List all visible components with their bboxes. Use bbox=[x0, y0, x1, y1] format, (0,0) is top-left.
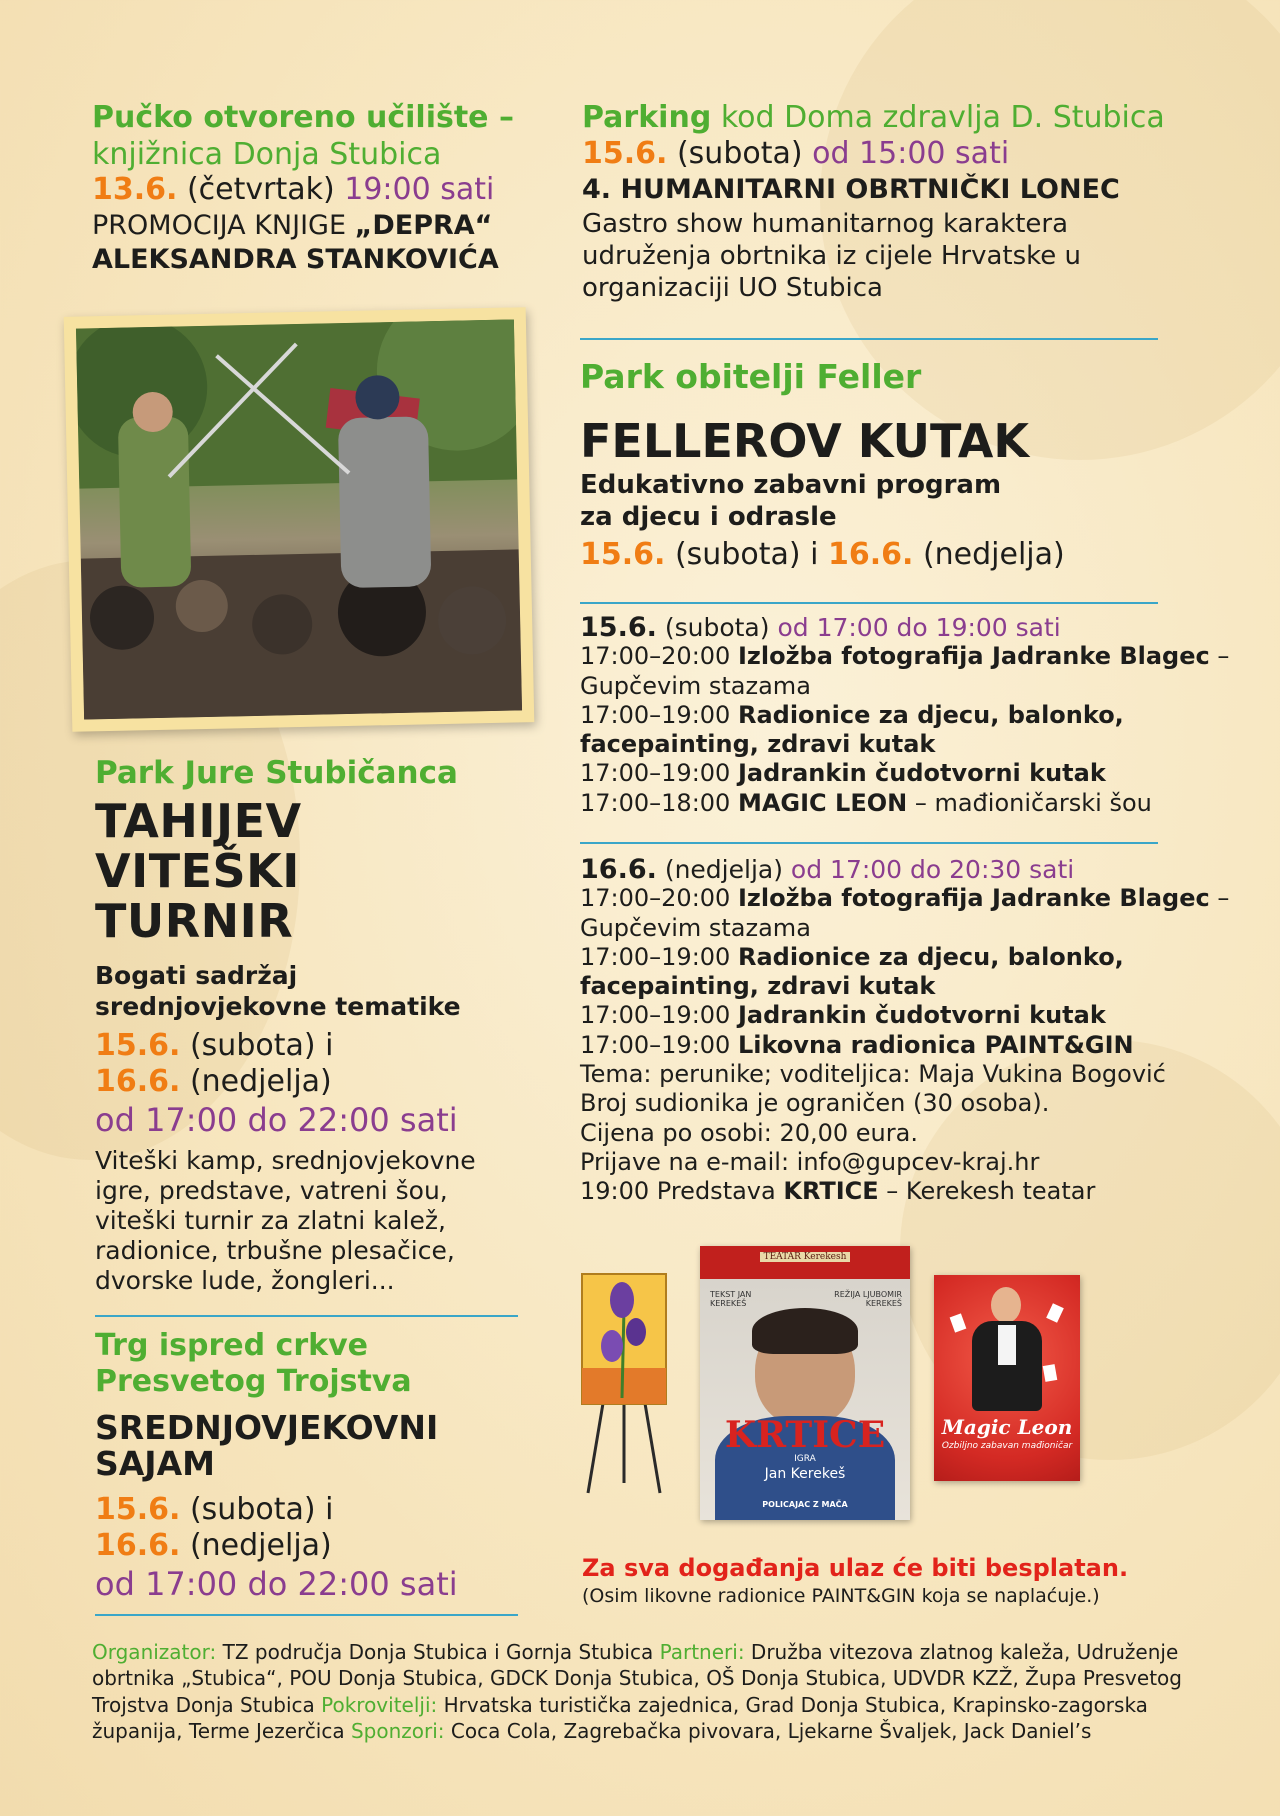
book-title: „DEPRA“ bbox=[354, 210, 493, 241]
fair-time: od 17:00 do 22:00 sati bbox=[95, 1565, 458, 1603]
schedule-item bbox=[580, 972, 1240, 1001]
parking-description bbox=[582, 208, 1232, 304]
tournament-time: od 17:00 do 22:00 sati bbox=[95, 1101, 458, 1139]
play-subtitle: IGRA bbox=[794, 1454, 816, 1464]
sunday-header bbox=[580, 855, 1240, 884]
playing-card-icon bbox=[1043, 1364, 1058, 1382]
day: (četvrtak) bbox=[186, 172, 335, 207]
saturday-header bbox=[580, 613, 1240, 642]
free-entry-note bbox=[582, 1553, 1242, 1609]
item-title: Radionice za djecu, balonko, bbox=[737, 700, 1124, 729]
poster-credit: REŽIJA LJUBOMIR KEREKEŠ bbox=[834, 1290, 902, 1308]
subtitle-line: Edukativno zabavni program bbox=[580, 470, 1002, 500]
item-time: 17:00–18:00 bbox=[580, 788, 738, 817]
day: (subota) i bbox=[189, 1492, 334, 1527]
feller-title: FELLEROV KUTAK bbox=[580, 414, 1030, 468]
item-title: Jadrankin čudotvorni kutak bbox=[737, 1001, 1106, 1030]
item-detail: Tema: perunike; voditeljica: Maja Vukina Bogović bbox=[580, 1060, 1166, 1089]
free-entry-text: Za sva događanja ulaz će biti besplatan. bbox=[582, 1554, 1129, 1582]
fair-dates bbox=[95, 1492, 515, 1564]
item-title: MAGIC LEON bbox=[737, 788, 908, 817]
date: 13.6. bbox=[92, 172, 178, 207]
schedule-item bbox=[580, 672, 1240, 701]
item-title: facepainting, zdravi kutak bbox=[580, 730, 936, 759]
schedule-item bbox=[580, 759, 1240, 788]
organizer-text: TZ područja Donja Stubica i Gornja Stubica bbox=[216, 1640, 660, 1664]
free-entry-exception: (Osim likovne radionice PAINT&GIN koja se naplaćuje.) bbox=[582, 1585, 1100, 1607]
author-name: ALEKSANDRA STANKOVIĆA bbox=[92, 244, 499, 275]
divider bbox=[580, 842, 1158, 844]
time: od 17:00 do 20:30 sati bbox=[790, 855, 1075, 884]
divider bbox=[580, 602, 1158, 604]
desc-line: radionice, trbušne plesačice, bbox=[95, 1236, 455, 1265]
item-detail: Broj sudionika je ograničen (30 osoba). bbox=[580, 1089, 1050, 1118]
sunday-schedule bbox=[580, 855, 1240, 1207]
feller-subtitle bbox=[580, 469, 1230, 533]
parking-date bbox=[582, 136, 1232, 172]
desc-line: Gastro show humanitarnog karaktera bbox=[582, 209, 1069, 239]
parking-venue bbox=[582, 99, 1232, 136]
tournament-description bbox=[95, 1146, 515, 1296]
theatre-tag: TEATAR Kerekesh bbox=[760, 1252, 850, 1262]
item-time: 17:00–19:00 bbox=[580, 700, 738, 729]
item-time: 17:00–19:00 bbox=[580, 942, 738, 971]
tournament-event bbox=[95, 755, 515, 1296]
play-author: Jan Kerekeš bbox=[764, 1466, 846, 1482]
item-title: facepainting, zdravi kutak bbox=[580, 972, 936, 1001]
desc-line: igre, predstave, vatreni šou, bbox=[95, 1176, 448, 1205]
play-title: KRTICE bbox=[724, 1414, 886, 1456]
title-line: VITEŠKI bbox=[95, 844, 300, 898]
item-time: 17:00–19:00 bbox=[580, 1030, 738, 1059]
feller-dates bbox=[580, 537, 1230, 573]
item-detail: – bbox=[1209, 642, 1230, 671]
playing-card-icon bbox=[1046, 1303, 1064, 1323]
schedule-item bbox=[580, 730, 1240, 759]
schedule-item bbox=[580, 1001, 1240, 1030]
item-title: Izložba fotografija Jadranke Blagec bbox=[737, 642, 1210, 671]
schedule-item bbox=[580, 1089, 1240, 1118]
time: od 15:00 sati bbox=[812, 136, 1010, 171]
promo-prefix: PROMOCIJA KNJIGE bbox=[92, 210, 355, 241]
schedule-item bbox=[580, 789, 1240, 818]
time: 19:00 sati bbox=[344, 172, 495, 207]
library-event bbox=[92, 99, 562, 277]
schedule-item bbox=[580, 1031, 1240, 1060]
library-date bbox=[92, 172, 562, 208]
item-detail: Gupčevim stazama bbox=[580, 671, 811, 700]
item-title: KRTICE bbox=[783, 1177, 879, 1206]
day: (subota) bbox=[664, 613, 770, 642]
date: 15.6. bbox=[580, 612, 657, 643]
day: (nedjelja) bbox=[189, 1528, 332, 1563]
item-time: 17:00–20:00 bbox=[580, 642, 738, 671]
date: 15.6. bbox=[95, 1492, 181, 1527]
venue-rest: kod Doma zdravlja D. Stubica bbox=[711, 100, 1165, 135]
day: (subota) bbox=[676, 136, 803, 171]
day: (nedjelja) bbox=[922, 537, 1065, 572]
venue-line: Presvetog Trojstva bbox=[95, 1364, 412, 1399]
poster-footer: POLICAJAC Z MAČA bbox=[762, 1500, 848, 1509]
saturday-items bbox=[580, 642, 1240, 818]
easel-painting bbox=[578, 1268, 670, 1496]
item-detail: – Kerekesh teatar bbox=[878, 1177, 1096, 1206]
date: 15.6. bbox=[582, 136, 668, 171]
schedule-item bbox=[580, 701, 1240, 730]
tournament-title bbox=[95, 796, 515, 946]
divider bbox=[95, 1614, 518, 1616]
tournament-photo bbox=[64, 307, 535, 732]
date: 16.6. bbox=[827, 537, 914, 572]
desc-line: organizaciji UO Stubica bbox=[582, 273, 883, 303]
schedule-item bbox=[580, 1060, 1240, 1089]
venue-bold: Parking bbox=[582, 100, 712, 135]
schedule-item bbox=[580, 943, 1240, 972]
item-detail: Gupčevim stazama bbox=[580, 913, 811, 942]
schedule-item bbox=[580, 1119, 1240, 1148]
magician-name: Magic Leon bbox=[941, 1415, 1073, 1439]
feller-event bbox=[580, 358, 1230, 573]
desc-line: viteški turnir za zlatni kalež, bbox=[95, 1206, 446, 1235]
fair-venue bbox=[95, 1328, 515, 1400]
item-title: Likovna radionica PAINT&GIN bbox=[737, 1030, 1134, 1059]
item-time: 17:00–19:00 bbox=[580, 1001, 738, 1030]
iris-painting-icon bbox=[578, 1268, 670, 1496]
desc-line: Viteški kamp, srednjovjekovne bbox=[95, 1146, 476, 1175]
fair-event bbox=[95, 1328, 515, 1604]
tournament-dates bbox=[95, 1028, 515, 1100]
actor-hair bbox=[752, 1308, 858, 1354]
desc-line: udruženja obrtnika iz cijele Hrvatske u bbox=[582, 241, 1082, 271]
date: 16.6. bbox=[95, 1064, 181, 1099]
schedule-item bbox=[580, 1177, 1240, 1206]
magic-leon-poster bbox=[934, 1275, 1080, 1481]
patrons-label: Pokrovitelji: bbox=[321, 1692, 438, 1717]
item-title: Radionice za djecu, balonko, bbox=[737, 942, 1124, 971]
item-detail: Cijena po osobi: 20,00 eura. bbox=[580, 1118, 918, 1147]
feller-venue: Park obitelji Feller bbox=[580, 357, 922, 396]
poster-credit: TEKST JAN KEREKEŠ bbox=[710, 1290, 752, 1308]
saturday-schedule bbox=[580, 613, 1240, 818]
date: 16.6. bbox=[95, 1528, 181, 1563]
item-title: Izložba fotografija Jadranke Blagec bbox=[737, 884, 1210, 913]
item-time: 17:00–20:00 bbox=[580, 884, 738, 913]
title-line: TAHIJEV bbox=[95, 794, 302, 848]
schedule-item bbox=[580, 1148, 1240, 1177]
magician-shirt bbox=[998, 1325, 1016, 1365]
title-line: SREDNJOVJEKOVNI bbox=[95, 1408, 439, 1447]
item-time: 19:00 Predstava bbox=[580, 1177, 784, 1206]
subtitle-line: srednjovjekovne tematike bbox=[95, 992, 461, 1021]
tournament-subtitle bbox=[95, 960, 515, 1022]
venue-line: Trg ispred crkve bbox=[95, 1328, 368, 1363]
partners-label: Partneri: bbox=[659, 1640, 745, 1664]
organizer-label: Organizator: bbox=[92, 1640, 217, 1664]
playing-card-icon bbox=[950, 1313, 967, 1332]
desc-line: dvorske lude, žongleri... bbox=[95, 1266, 395, 1295]
date: 16.6. bbox=[580, 854, 657, 885]
date: 15.6. bbox=[580, 537, 666, 572]
library-venue bbox=[92, 99, 562, 173]
venue-line: Pučko otvoreno učilište – bbox=[92, 100, 514, 135]
venue-line: knjižnica Donja Stubica bbox=[92, 137, 442, 172]
schedule-item bbox=[580, 884, 1240, 913]
fair-title bbox=[95, 1410, 515, 1482]
magician-tagline: Ozbiljno zabavan mađioničar bbox=[941, 1441, 1073, 1451]
title-line: TURNIR bbox=[95, 894, 294, 948]
divider bbox=[95, 1315, 518, 1317]
sunday-items bbox=[580, 884, 1240, 1206]
parking-title: 4. HUMANITARNI OBRTNIČKI LONEC bbox=[582, 174, 1120, 205]
knights-illustration bbox=[76, 319, 522, 719]
parking-event bbox=[582, 99, 1232, 304]
title-line: SAJAM bbox=[95, 1444, 215, 1483]
item-detail: – mađioničarski šou bbox=[907, 788, 1152, 817]
day: (nedjelja) bbox=[189, 1064, 332, 1099]
footer-credits bbox=[92, 1639, 1202, 1745]
item-detail: – bbox=[1209, 884, 1230, 913]
subtitle-line: za djecu i odrasle bbox=[580, 502, 837, 532]
divider bbox=[580, 338, 1158, 340]
schedule-item bbox=[580, 642, 1240, 671]
sponsors-text: Coca Cola, Zagrebačka pivovara, Ljekarne Švaljek, Jack Daniel’s bbox=[444, 1719, 1092, 1744]
day: (subota) i bbox=[674, 537, 819, 572]
knights-photo bbox=[76, 319, 522, 719]
krtice-poster bbox=[700, 1246, 910, 1520]
tournament-venue: Park Jure Stubičanca bbox=[95, 755, 458, 791]
item-time: 17:00–19:00 bbox=[580, 759, 738, 788]
patrons-text: Hrvatska turistička zajednica, Grad Donja Stubica, Krapinsko-zagorska županija, Terme Jezerčica bbox=[92, 1692, 1148, 1744]
subtitle-line: Bogati sadržaj bbox=[95, 961, 298, 990]
item-title: Jadrankin čudotvorni kutak bbox=[737, 759, 1106, 788]
partners-text: Družba vitezova zlatnog kaleža, Udruženje obrtnika „Stubica“, POU Donja Stubica, GDCK Donja Stubica, OŠ Donja Stubica, UDVDR KZŽ, Župa Presvetog Trojstva Donja Stubica bbox=[92, 1640, 1182, 1717]
schedule-item bbox=[580, 914, 1240, 943]
sponsors-label: Sponzori: bbox=[350, 1719, 445, 1744]
day: (subota) i bbox=[189, 1028, 334, 1063]
day: (nedjelja) bbox=[664, 855, 783, 884]
time: od 17:00 do 19:00 sati bbox=[777, 613, 1061, 642]
book-promo bbox=[92, 208, 562, 243]
date: 15.6. bbox=[95, 1028, 181, 1063]
item-detail: Prijave na e-mail: info@gupcev-kraj.hr bbox=[580, 1147, 1040, 1176]
magician-head bbox=[991, 1287, 1021, 1323]
